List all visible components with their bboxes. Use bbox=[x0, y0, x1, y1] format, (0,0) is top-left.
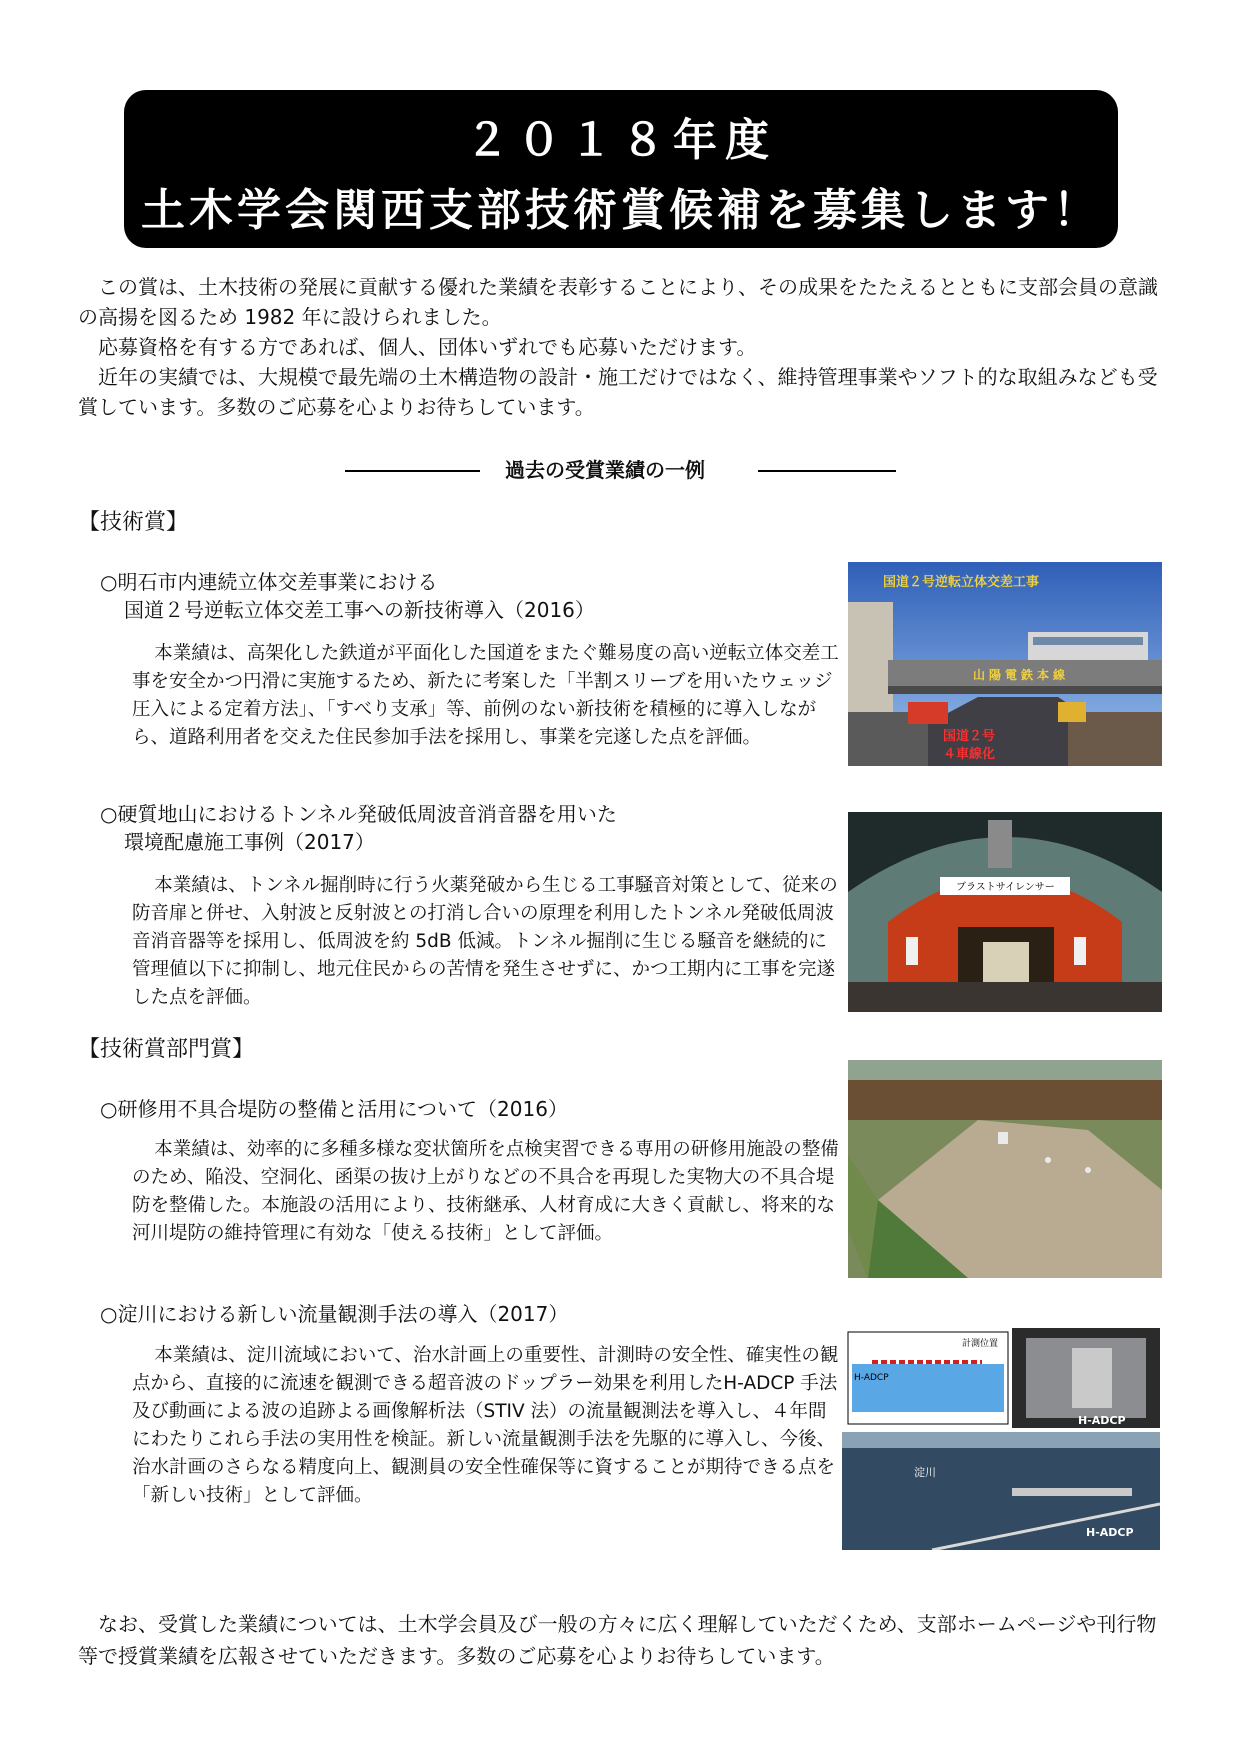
intro-text bbox=[78, 272, 1168, 422]
divider-line-left bbox=[345, 470, 480, 472]
award-1-title-line1: ○明石市内連続立体交差事業における bbox=[100, 570, 438, 594]
award-3-title bbox=[100, 1095, 568, 1123]
levee-photo-image bbox=[848, 1060, 1162, 1278]
divider-label: 過去の受賞業績の一例 bbox=[505, 458, 705, 482]
overpass-photo-image bbox=[848, 562, 1162, 766]
photo-sign-blast-silencer: ブラストサイレンサー bbox=[956, 882, 1055, 893]
award-4-photo bbox=[842, 1328, 1160, 1550]
award-4-title-line1: ○淀川における新しい流量観測手法の導入（2017） bbox=[100, 1302, 569, 1326]
footer-paragraph: なお、受賞した業績については、土木学会員及び一般の方々に広く理解していただくため、支部ホームページや刊行物等で授賞業績を広報させていただきます。多数のご応募を心よりお待ちしています。 bbox=[78, 1612, 1157, 1668]
photo-caption-overpass: 国道２号逆転立体交差工事 bbox=[883, 575, 1040, 590]
photo-label-hadcp-diagram: H-ADCP bbox=[854, 1373, 889, 1383]
photo-label-four-lanes: ４車線化 bbox=[943, 747, 996, 762]
award-2-title-line2: 環境配慮施工事例（2017） bbox=[124, 830, 375, 854]
intro-paragraph-3: 近年の実績では、大規模で最先端の土木構造物の設計・施工だけではなく、維持管理事業やソフト的な取組みなども受賞しています。多数のご応募を心よりお待ちしています。 bbox=[78, 365, 1158, 419]
section-divider bbox=[0, 455, 1240, 485]
award-4-description: 本業績は、淀川流域において、治水計画上の重要性、計測時の安全性、確実性の観点から、直接的に流速を観測できる超音波のドップラー効果を利用したH-ADCP 手法及び動画による波の追跡よる画像解析法（STIV 法）の流量観測法を導入し、４年間にわたりこれら手法の実用性を検証。新しい流量観測手法を先駆的に導入し、今後、治水計画のさらなる精度向上、観測員の安全性確保等に資することが期待できる点を「新しい技術」として評価。 bbox=[132, 1345, 839, 1506]
photo-sign-railway: 山陽電鉄本線 bbox=[973, 668, 1070, 682]
award-1-photo bbox=[848, 562, 1162, 766]
river-photo-image bbox=[842, 1328, 1160, 1550]
award-2-description: 本業績は、トンネル掘削時に行う火薬発破から生じる工事騒音対策として、従来の防音扉と併せ、入射波と反射波との打消し合いの原理を利用したトンネル発破低周波音消音器等を採用し、低周波を約 5dB 低減。トンネル掘削に生じる騒音を継続的に管理値以下に抑制し、地元住民からの苦情を発生させずに、かつ工期内に工事を完遂した点を評価。 bbox=[132, 875, 838, 1008]
title-banner bbox=[124, 90, 1118, 248]
tunnel-photo-image bbox=[848, 812, 1162, 1012]
photo-label-route2: 国道２号 bbox=[943, 729, 996, 744]
photo-label-hadcp-device: H-ADCP bbox=[1078, 1414, 1126, 1427]
award-3-title-line1: ○研修用不具合堤防の整備と活用について（2016） bbox=[100, 1097, 568, 1121]
title-main: 土木学会関西支部技術賞候補を募集します！ bbox=[141, 185, 1101, 236]
award-1-description: 本業績は、高架化した鉄道が平面化した国道をまたぐ難易度の高い逆転立体交差工事を安全かつ円滑に実施するため、新たに考案した「半割スリーブを用いたウェッジ圧入による定着方法」、「すべり支承」等、前例のない新技術を積極的に導入しながら、道路利用者を交えた住民参加手法を採用し、事業を完遂した点を評価。 bbox=[132, 643, 839, 748]
award-3-description: 本業績は、効率的に多種多様な変状箇所を点検実習できる専用の研修用施設の整備のため、陥没、空洞化、函渠の抜け上がりなどの不具合を再現した実物大の不具合堤防を整備した。本施設の活用により、技術継承、人材育成に大きく貢献し、将来的な河川堤防の維持管理に有効な「使える技術」として評価。 bbox=[132, 1139, 839, 1244]
award-2-photo bbox=[848, 812, 1162, 1012]
section-heading-tech-award: 【技術賞】 bbox=[78, 510, 189, 535]
photo-label-measure-position: 計測位置 bbox=[962, 1339, 999, 1349]
award-2-title bbox=[100, 800, 617, 856]
award-3-photo bbox=[848, 1060, 1162, 1278]
intro-paragraph-2: 応募資格を有する方であれば、個人、団体いずれでも応募いただけます。 bbox=[98, 335, 757, 359]
award-4-title bbox=[100, 1300, 568, 1328]
section-heading-division-award: 【技術賞部門賞】 bbox=[78, 1037, 255, 1062]
photo-label-hadcp-river: H-ADCP bbox=[1086, 1526, 1134, 1539]
title-year: ２０１８年度 bbox=[465, 115, 777, 166]
divider-line-right bbox=[758, 470, 896, 472]
intro-paragraph-1: この賞は、土木技術の発展に貢献する優れた業績を表彰することにより、その成果をたたえるとともに支部会員の意識の高揚を図るため 1982 年に設けられました。 bbox=[78, 275, 1158, 329]
footer-text bbox=[78, 1608, 1168, 1672]
award-1-title bbox=[100, 568, 595, 624]
award-2-title-line1: ○硬質地山におけるトンネル発破低周波音消音器を用いた bbox=[100, 802, 617, 826]
award-1-title-line2: 国道２号逆転立体交差工事への新技術導入（2016） bbox=[124, 598, 595, 622]
photo-label-yodo-river: 淀川 bbox=[914, 1466, 936, 1479]
